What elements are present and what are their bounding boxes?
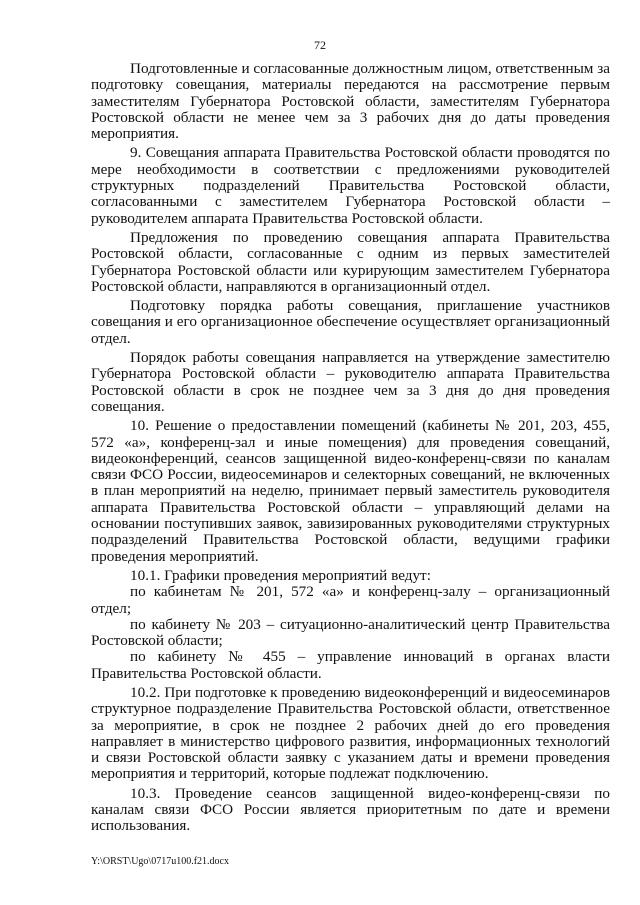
paragraph-item-10: 10. Решение о предоставлении помещений (кабинеты № 201, 203, 455, 572 «а», конференц-зал и иные помещения) для проведения совещаний, видеоконференций, сеансов защищенной видео-конференц-связи по каналам связи ФСО России, видеосеминаров и селекторных совещаний, не включенных в план мероприятий на неделю, принимает первый заместитель руководителя аппарата Правительства Ростовской области – управляющий делами на основании поступивших заявок, завизированных руководителями структурных подразделений Правительства Ростовской области, ведущими графики проведения мероприятий. bbox=[91, 417, 610, 565]
paragraph-item-10-1: 10.1. Графики проведения мероприятий ведут: bbox=[130, 566, 431, 584]
paragraph-materials: Подготовленные и согласованные должностным лицом, ответственным за подготовку совещания, материалы передаются на рассмотрение первым заместителям Губернатора Ростовской области, заместителям Губернатора Ростовской области не менее чем за 3 рабочих дня до даты проведения мероприятия. bbox=[91, 60, 610, 143]
paragraph-cabinet-201: по кабинетам № 201, 572 «а» и конференц-залу – организационный отдел; bbox=[91, 583, 610, 617]
paragraph-cabinet-455: по кабинету № 455 – управление инноваций в органах власти Правительства Ростовской области. bbox=[91, 648, 610, 682]
paragraph-item-10-3: 10.3. Проведение сеансов защищенной видео-конференц-связи по каналам связи ФСО России является приоритетным по дате и времени использования. bbox=[91, 784, 610, 835]
document-body bbox=[91, 61, 610, 838]
footer-file-path: Y:\ORST\Ugo\0717u100.f21.docx bbox=[91, 856, 229, 867]
paragraph-cabinet-203: по кабинету № 203 – ситуационно-аналитический центр Правительства Ростовской области; bbox=[91, 615, 610, 650]
page-number: 72 bbox=[314, 38, 326, 52]
paragraph-proposals: Предложения по проведению совещания аппарата Правительства Ростовской области, согласованные с одним из первых заместителей Губернатора Ростовской области или курирующим заместителем Губернатора Ростовской области, направляются в организационный отдел. bbox=[91, 228, 610, 295]
paragraph-work-order: Порядок работы совещания направляется на утверждение заместителю Губернатора Ростовской области – руководителю аппарата Правительства Ростовской области в срок не позднее чем за 3 дня до дня проведения совещания. bbox=[91, 349, 610, 415]
paragraph-preparation: Подготовку порядка работы совещания, приглашение участников совещания и его организационное обеспечение осуществляет организационный отдел. bbox=[91, 297, 610, 347]
paragraph-item-10-2: 10.2. При подготовке к проведению видеоконференций и видеосеминаров структурное подразделение Правительства Ростовской области, ответственное за мероприятие, в срок не позднее 2 рабочих дней до его проведения направляет в министерство цифрового развития, информационных технологий и связи Ростовской области заявку с указанием даты и времени проведения мероприятия и территорий, которые подлежат подключению. bbox=[91, 683, 610, 783]
paragraph-item-9: 9. Совещания аппарата Правительства Ростовской области проводятся по мере необходимости в соответствии с предложениями руководителей структурных подразделений Правительства Ростовской области, согласованными с заместителем Губернатора Ростовской области – руководителем аппарата Правительства Ростовской области. bbox=[91, 144, 610, 227]
